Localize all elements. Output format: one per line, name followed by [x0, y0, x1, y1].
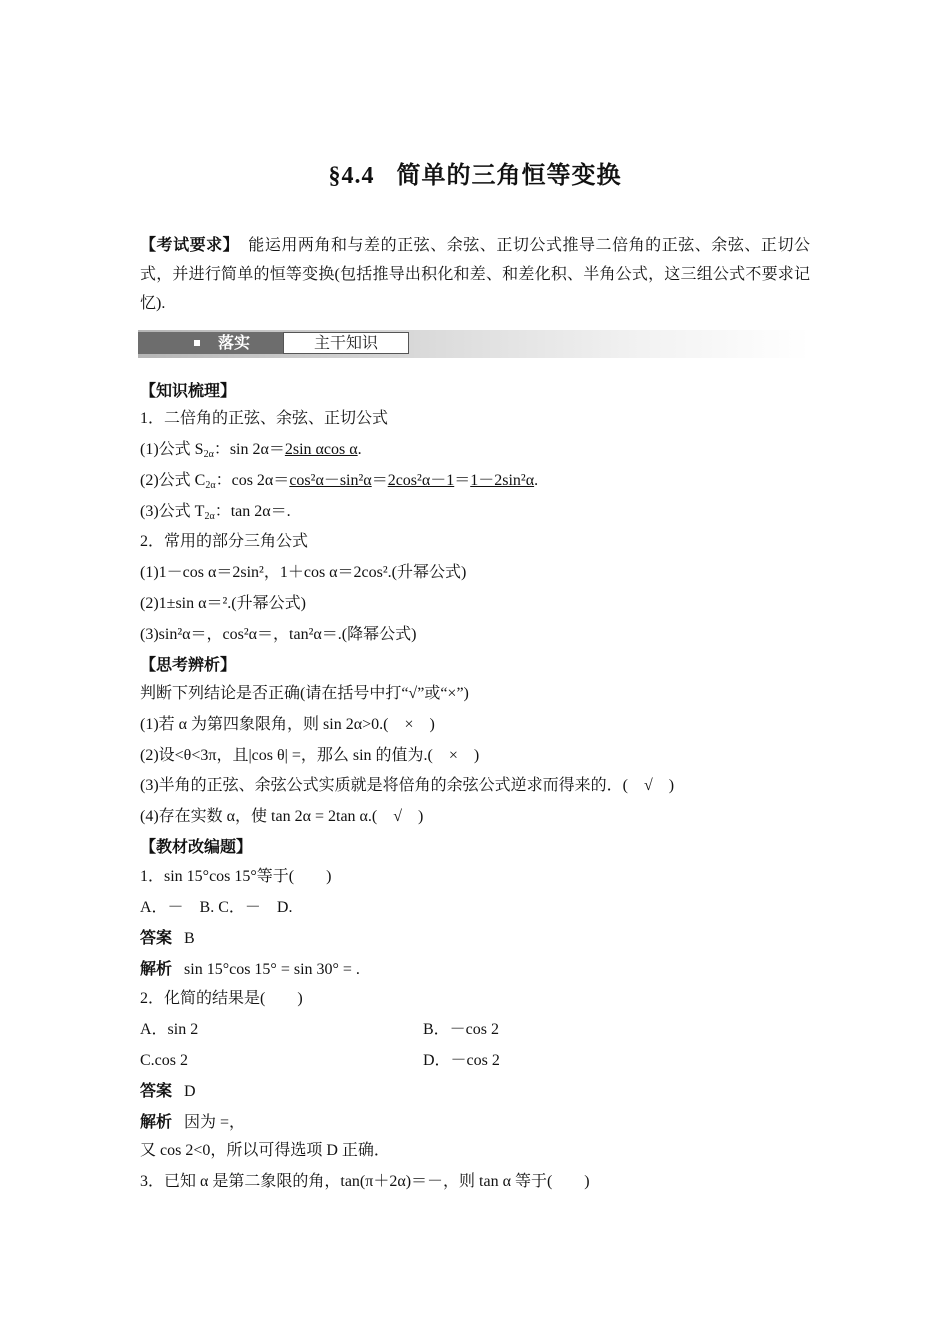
thinking-q4: (4)存在实数 α，使 tan 2α = 2tan α.( √ )	[140, 808, 424, 825]
exam-requirement	[140, 230, 810, 318]
textbook-q1-options: A．－ B. C．－ D.	[140, 899, 293, 916]
power-formula-3: (3)sin²α＝，cos²α＝，tan²α＝.(降幂公式)	[140, 626, 417, 643]
f2-answer-1: cos²α－sin²α	[289, 472, 372, 489]
f2-answer-2: 2cos²α－1	[387, 472, 455, 489]
textbook-q2-explanation	[140, 1112, 245, 1133]
power-formula-1: (1)1－cos α＝2sin²，1＋cos α＝2cos².(升幂公式)	[140, 564, 467, 581]
f2-sub: 2α	[205, 480, 216, 491]
f2-eq-2: ＝	[454, 472, 471, 489]
f1-answer: 2sin αcos α	[284, 441, 358, 458]
answer-label: 答案	[140, 1081, 173, 1100]
knowledge-s2: 2．常用的部分三角公式	[140, 533, 309, 550]
banner-left-text: 落实	[218, 333, 251, 352]
answer-value: D	[184, 1083, 196, 1100]
section-banner	[138, 330, 810, 358]
thinking-intro: 判断下列结论是否正确(请在括号中打“√”或“×”)	[140, 685, 469, 702]
f2-answer-3: 1－2sin²α	[470, 472, 535, 489]
thinking-q2: (2)设<θ<3π，且|cos θ| =，那么 sin 的值为.( × )	[140, 747, 480, 764]
textbook-q2: 2．化简的结果是( )	[140, 990, 303, 1007]
f3-mid: ：tan 2α＝.	[214, 503, 291, 520]
square-bullet-icon	[194, 340, 200, 346]
f2-eq-1: ＝	[371, 472, 388, 489]
f1-prefix: (1)公式 S	[140, 441, 204, 458]
power-formula-2: (2)1±sin α＝².(升幂公式)	[140, 595, 306, 612]
explanation-text: sin 15°cos 15° = sin 30° = .	[184, 961, 360, 978]
knowledge-heading: 【知识梳理】	[140, 381, 237, 400]
f3-sub: 2α	[204, 511, 215, 522]
banner-right-text: 主干知识	[283, 332, 409, 354]
q2-option-d: D．－cos 2	[423, 1052, 500, 1069]
answer-label: 答案	[140, 928, 173, 947]
requirement-text: 能运用两角和与差的正弦、余弦、正切公式推导二倍角的正弦、余弦、正切公式，并进行简单的恒等变换(包括推导出积化和差、和差化积、半角公式，这三组公式不要求记忆).	[140, 237, 810, 312]
answer-value: B	[184, 930, 195, 947]
thinking-q1: (1)若 α 为第四象限角，则 sin 2α>0.( × )	[140, 716, 435, 733]
requirement-label: 【考试要求】	[140, 235, 240, 254]
textbook-q3: 3．已知 α 是第二象限的角，tan(π＋2α)＝－，则 tan α 等于( )	[140, 1173, 590, 1190]
thinking-q3: (3)半角的正弦、余弦公式实质就是将倍角的余弦公式逆求而得来的．( √ )	[140, 777, 675, 794]
textbook-q1-answer	[140, 928, 195, 949]
page-title	[0, 155, 950, 190]
f1-end: .	[357, 441, 362, 458]
f2-prefix: (2)公式 C	[140, 472, 206, 489]
explanation-label: 解析	[140, 1112, 173, 1131]
banner-dark-tab	[138, 332, 283, 354]
explanation-text: 因为 =，	[184, 1114, 246, 1131]
explanation-label: 解析	[140, 959, 173, 978]
textbook-heading: 【教材改编题】	[140, 837, 253, 856]
knowledge-s1: 1．二倍角的正弦、余弦、正切公式	[140, 410, 389, 427]
q2-option-c: C.cos 2	[140, 1052, 188, 1069]
formula-t2a	[140, 502, 291, 527]
q2-option-a: A．sin 2	[140, 1021, 199, 1038]
textbook-q2-answer	[140, 1081, 196, 1102]
f3-prefix: (3)公式 T	[140, 503, 205, 520]
thinking-heading: 【思考辨析】	[140, 655, 237, 674]
f1-mid: ：sin 2α＝	[213, 441, 285, 458]
f1-sub: 2α	[203, 449, 214, 460]
f2-end: .	[534, 472, 539, 489]
textbook-q1: 1．sin 15°cos 15°等于( )	[140, 868, 332, 885]
formula-s2a	[140, 440, 362, 465]
q2-option-b: B．－cos 2	[423, 1021, 500, 1038]
textbook-q1-explanation	[140, 959, 360, 980]
section-number: §4.4	[328, 163, 375, 189]
f2-mid: ：cos 2α＝	[215, 472, 290, 489]
section-title: 简单的三角恒等变换	[396, 161, 622, 189]
formula-c2a	[140, 471, 538, 496]
textbook-q2-explanation-2: 又 cos 2<0，所以可得选项 D 正确．	[140, 1142, 390, 1159]
